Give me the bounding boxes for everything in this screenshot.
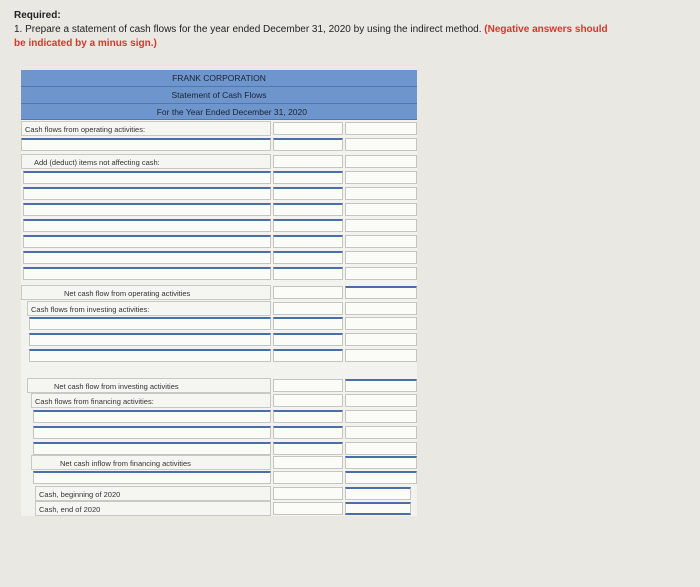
cash-end-amount-input[interactable] <box>345 502 411 515</box>
net-investing-label: Net cash flow from investing activities <box>27 378 271 393</box>
value-cell <box>345 219 417 232</box>
adjustment-label-input[interactable] <box>23 203 271 216</box>
adjustment-label-input[interactable] <box>23 171 271 184</box>
statement-title: Statement of Cash Flows <box>21 87 417 104</box>
value-cell <box>345 302 417 315</box>
value-cell <box>273 471 343 484</box>
cash-beginning-amount-input[interactable] <box>345 487 411 500</box>
adjustment-amount-input[interactable] <box>273 203 343 216</box>
instruction-text <box>14 24 608 35</box>
value-cell <box>345 442 417 455</box>
adjustment-label-input[interactable] <box>23 235 271 248</box>
value-cell <box>273 394 343 407</box>
financing-label-input[interactable] <box>33 442 271 455</box>
value-cell <box>345 171 417 184</box>
adjustment-amount-input[interactable] <box>273 235 343 248</box>
investing-amount-input[interactable] <box>273 317 343 330</box>
net-investing-amount-input[interactable] <box>345 379 417 392</box>
investing-label-input[interactable] <box>29 333 271 346</box>
value-cell <box>345 235 417 248</box>
net-operating-amount-input[interactable] <box>345 286 417 299</box>
value-cell <box>345 155 417 168</box>
value-cell <box>345 203 417 216</box>
value-cell <box>273 502 343 515</box>
value-cell <box>345 317 417 330</box>
negative-note-2: be indicated by a minus sign.) <box>14 38 157 49</box>
company-name: FRANK CORPORATION <box>21 70 417 87</box>
adjustment-amount-input[interactable] <box>273 171 343 184</box>
investing-amount-input[interactable] <box>273 349 343 362</box>
financing-label-input[interactable] <box>33 426 271 439</box>
adjustment-label-input[interactable] <box>23 267 271 280</box>
value-cell <box>273 302 343 315</box>
statement-period: For the Year Ended December 31, 2020 <box>21 104 417 120</box>
investing-label-input[interactable] <box>29 317 271 330</box>
adjustment-amount-input[interactable] <box>273 219 343 232</box>
value-cell <box>345 349 417 362</box>
value-cell <box>273 487 343 500</box>
financing-amount-input[interactable] <box>273 410 343 423</box>
adjustment-label-input[interactable] <box>23 251 271 264</box>
amount-input[interactable] <box>273 138 343 151</box>
value-cell <box>273 379 343 392</box>
net-operating-label: Net cash flow from operating activities <box>21 285 271 300</box>
value-cell <box>345 394 417 407</box>
cash-beginning-label: Cash, beginning of 2020 <box>35 486 271 501</box>
value-cell <box>345 251 417 264</box>
net-financing-amount-input[interactable] <box>345 456 417 469</box>
operating-label-input[interactable] <box>21 138 271 151</box>
cash-flow-statement <box>21 70 417 516</box>
value-cell <box>273 286 343 299</box>
financing-amount-input[interactable] <box>273 426 343 439</box>
adjustments-label: Add (deduct) items not affecting cash: <box>21 154 271 169</box>
value-cell <box>273 122 343 135</box>
value-cell <box>345 426 417 439</box>
adjustment-label-input[interactable] <box>23 187 271 200</box>
financing-amount-input[interactable] <box>273 442 343 455</box>
adjustment-amount-input[interactable] <box>273 267 343 280</box>
value-cell <box>345 410 417 423</box>
investing-heading: Cash flows from investing activities: <box>27 301 271 316</box>
operating-heading: Cash flows from operating activities: <box>21 121 271 136</box>
value-cell <box>345 138 417 151</box>
cash-end-label: Cash, end of 2020 <box>35 501 271 516</box>
adjustment-amount-input[interactable] <box>273 187 343 200</box>
negative-note-1: (Negative answers should <box>484 24 608 35</box>
adjustment-amount-input[interactable] <box>273 251 343 264</box>
financing-label-input[interactable] <box>33 410 271 423</box>
value-cell <box>345 267 417 280</box>
value-cell <box>273 155 343 168</box>
adjustment-label-input[interactable] <box>23 219 271 232</box>
instruction-main: 1. Prepare a statement of cash flows for the year ended December 31, 2020 by using the indirect method. <box>14 24 482 35</box>
value-cell <box>273 456 343 469</box>
investing-amount-input[interactable] <box>273 333 343 346</box>
required-heading: Required: <box>14 10 61 21</box>
net-financing-label: Net cash inflow from financing activities <box>31 455 271 470</box>
value-cell <box>345 122 417 135</box>
value-cell <box>345 187 417 200</box>
investing-label-input[interactable] <box>29 349 271 362</box>
financing-heading: Cash flows from financing activities: <box>31 393 271 408</box>
net-change-amount-input[interactable] <box>345 471 417 484</box>
net-change-label-input[interactable] <box>33 471 271 484</box>
value-cell <box>345 333 417 346</box>
